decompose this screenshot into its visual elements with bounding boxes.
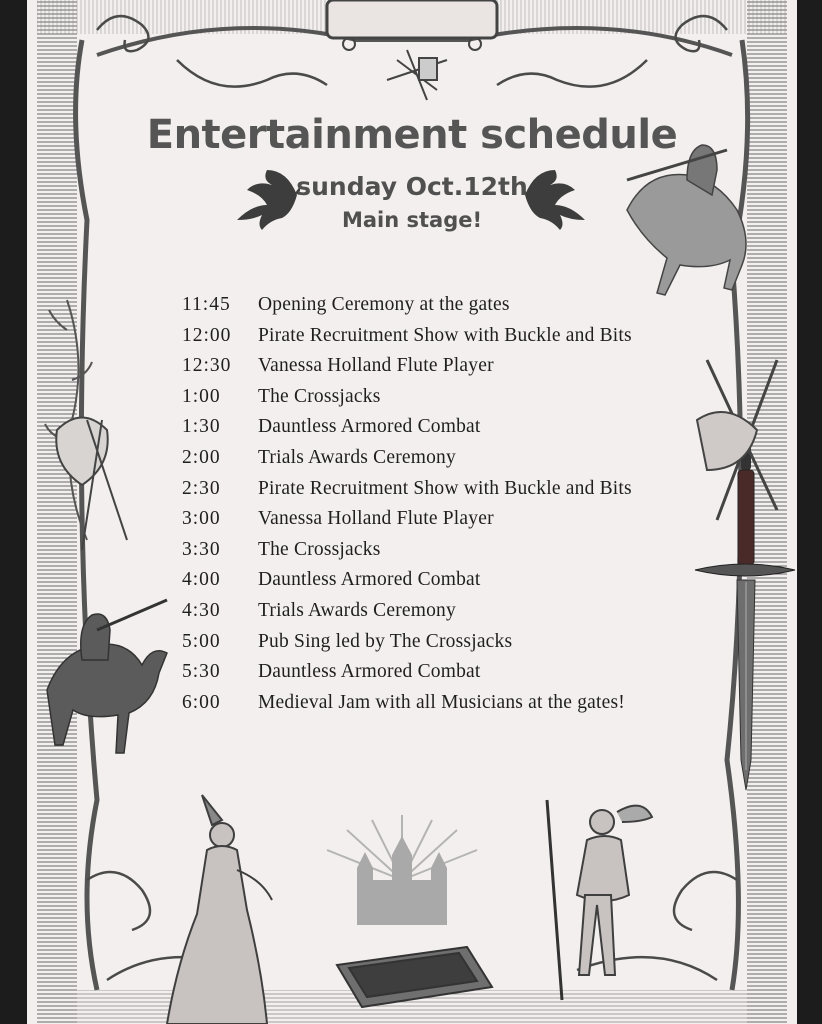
schedule-time: 4:00 xyxy=(182,569,221,591)
schedule-act: Dauntless Armored Combat xyxy=(258,569,481,591)
schedule-time: 5:00 xyxy=(182,630,221,652)
schedule-act: Vanessa Holland Flute Player xyxy=(258,508,494,530)
schedule-row xyxy=(182,412,722,443)
schedule-row xyxy=(182,443,722,474)
schedule-time: 6:00 xyxy=(182,691,221,713)
schedule-row xyxy=(182,382,722,413)
schedule-row xyxy=(182,688,722,719)
schedule-act: The Crossjacks xyxy=(258,385,381,407)
schedule-list xyxy=(182,290,722,718)
poster-title: Entertainment schedule xyxy=(146,112,678,158)
schedule-poster xyxy=(27,0,797,1024)
event-date: sunday Oct.12th xyxy=(296,172,528,201)
schedule-time: 3:00 xyxy=(182,508,221,530)
schedule-act: Trials Awards Ceremony xyxy=(258,599,456,621)
schedule-act: Opening Ceremony at the gates xyxy=(258,294,510,315)
schedule-time: 12:30 xyxy=(182,355,232,377)
schedule-time: 1:00 xyxy=(182,385,221,407)
schedule-act: Pirate Recruitment Show with Buckle and Bits xyxy=(258,324,632,346)
schedule-row xyxy=(182,565,722,596)
schedule-time: 2:30 xyxy=(182,477,221,499)
knight-standing-icon xyxy=(547,800,652,1000)
schedule-row xyxy=(182,657,722,688)
stage-name: Main stage! xyxy=(341,208,483,232)
castle-icon xyxy=(327,815,477,925)
schedule-time: 1:30 xyxy=(182,416,221,438)
schedule-row xyxy=(182,504,722,535)
schedule-act: The Crossjacks xyxy=(258,538,381,560)
schedule-act: Dauntless Armored Combat xyxy=(258,661,481,683)
schedule-row xyxy=(182,627,722,658)
schedule-act: Medieval Jam with all Musicians at the gates! xyxy=(258,691,625,713)
schedule-act: Dauntless Armored Combat xyxy=(258,416,481,438)
schedule-time: 4:30 xyxy=(182,599,221,621)
schedule-time: 11:45 xyxy=(182,294,231,315)
schedule-row xyxy=(182,290,722,321)
schedule-act: Vanessa Holland Flute Player xyxy=(258,355,494,377)
schedule-act: Pub Sing led by The Crossjacks xyxy=(258,630,513,652)
schedule-row xyxy=(182,596,722,627)
schedule-time: 5:30 xyxy=(182,661,221,683)
schedule-row xyxy=(182,321,722,352)
schedule-row xyxy=(182,351,722,382)
schedule-row xyxy=(182,474,722,505)
schedule-act: Pirate Recruitment Show with Buckle and Bits xyxy=(258,477,632,499)
schedule-time: 12:00 xyxy=(182,324,232,346)
schedule-row xyxy=(182,535,722,566)
schedule-time: 2:00 xyxy=(182,446,221,468)
lady-figure-icon xyxy=(167,795,272,1024)
schedule-time: 3:30 xyxy=(182,538,221,560)
schedule-act: Trials Awards Ceremony xyxy=(258,446,456,468)
